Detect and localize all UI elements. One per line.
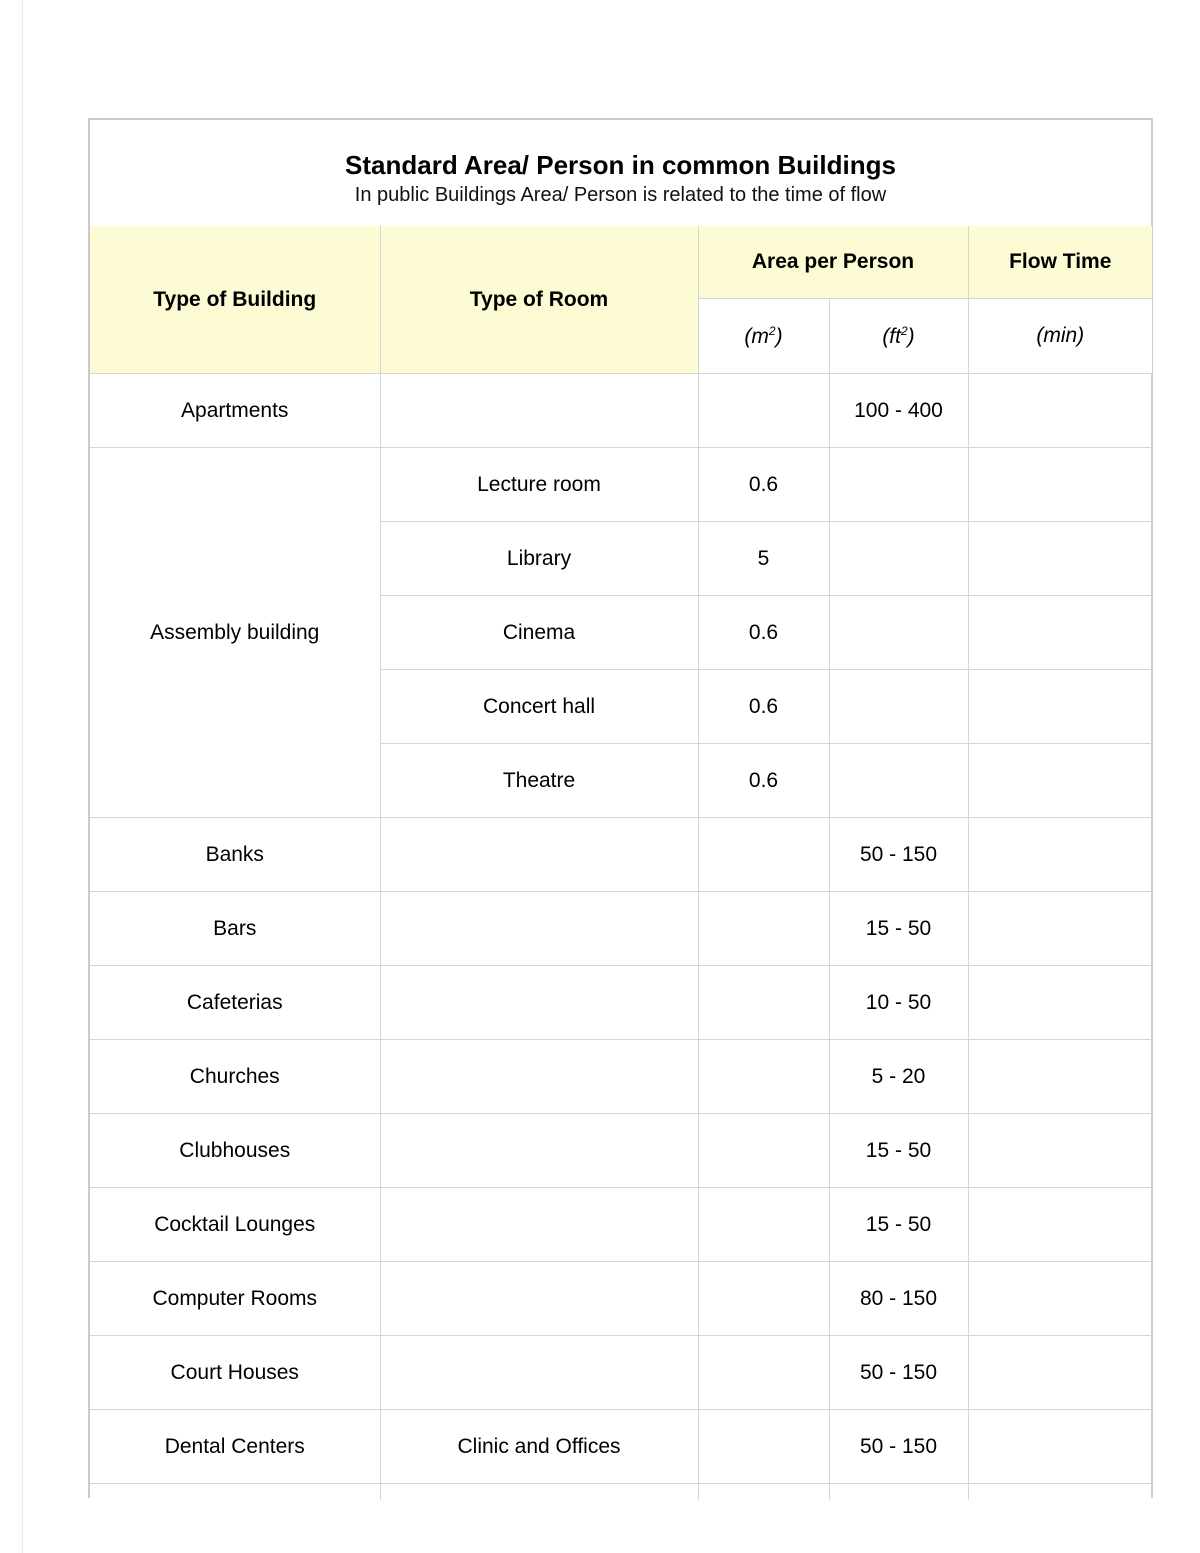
unit-ft2: $(ft^2)$ <box>829 299 968 374</box>
cell-min <box>968 1336 1152 1410</box>
cell-ft2 <box>829 1484 968 1501</box>
cell-building: Assembly building <box>90 448 380 818</box>
cell-m2 <box>698 1114 829 1188</box>
table-row <box>90 1188 1152 1262</box>
cell-ft2: 15 - 50 <box>829 1188 968 1262</box>
table-row <box>90 374 1152 448</box>
cell-room <box>380 374 698 448</box>
cell-ft2 <box>829 744 968 818</box>
cell-building: Apartments <box>90 374 380 448</box>
cell-m2 <box>698 1336 829 1410</box>
cell-room: Library <box>380 522 698 596</box>
cell-min <box>968 966 1152 1040</box>
cell-m2 <box>698 1040 829 1114</box>
cell-building: Banks <box>90 818 380 892</box>
cell-m2 <box>698 1188 829 1262</box>
cell-room: Concert hall <box>380 670 698 744</box>
cell-room <box>380 1484 698 1501</box>
cell-building: Court Houses <box>90 1336 380 1410</box>
table-row <box>90 1410 1152 1484</box>
area-per-person-table <box>90 226 1152 1500</box>
cell-ft2: 10 - 50 <box>829 966 968 1040</box>
cell-m2: 0.6 <box>698 744 829 818</box>
table-row <box>90 1262 1152 1336</box>
cell-min <box>968 1484 1152 1501</box>
cell-min <box>968 818 1152 892</box>
cell-min <box>968 670 1152 744</box>
cell-building: Dental Centers <box>90 1410 380 1484</box>
cell-min <box>968 744 1152 818</box>
cell-ft2 <box>829 522 968 596</box>
table-row <box>90 448 1152 522</box>
cell-room: Lecture room <box>380 448 698 522</box>
cell-ft2 <box>829 448 968 522</box>
cell-ft2 <box>829 670 968 744</box>
cell-room <box>380 1040 698 1114</box>
cell-building: Churches <box>90 1040 380 1114</box>
cell-room <box>380 1336 698 1410</box>
cell-ft2: 50 - 150 <box>829 1410 968 1484</box>
title-block <box>90 148 1151 208</box>
cell-room <box>380 1262 698 1336</box>
cell-building: Computer Rooms <box>90 1262 380 1336</box>
cell-ft2: 5 - 20 <box>829 1040 968 1114</box>
cell-m2 <box>698 374 829 448</box>
cell-room: Clinic and Offices <box>380 1410 698 1484</box>
cell-m2: 0.6 <box>698 448 829 522</box>
cell-min <box>968 892 1152 966</box>
cell-ft2 <box>829 596 968 670</box>
cell-m2: 0.6 <box>698 670 829 744</box>
cell-m2 <box>698 818 829 892</box>
cell-min <box>968 1114 1152 1188</box>
page-title: Standard Area/ Person in common Buildings <box>345 150 896 180</box>
header-flow-time: Flow Time <box>968 226 1152 299</box>
header-type-of-room: Type of Room <box>380 226 698 374</box>
table-row <box>90 966 1152 1040</box>
cell-room <box>380 1188 698 1262</box>
cell-ft2: 15 - 50 <box>829 892 968 966</box>
cell-min <box>968 1188 1152 1262</box>
cell-m2: 0.6 <box>698 596 829 670</box>
cell-m2 <box>698 1484 829 1501</box>
cell-ft2: 80 - 150 <box>829 1262 968 1336</box>
cell-m2 <box>698 966 829 1040</box>
cell-building <box>90 1484 380 1501</box>
cell-room: Theatre <box>380 744 698 818</box>
table-row-continuation <box>90 1484 1152 1501</box>
cell-min <box>968 522 1152 596</box>
table-row <box>90 1336 1152 1410</box>
header-type-of-building: Type of Building <box>90 226 380 374</box>
cell-m2 <box>698 892 829 966</box>
table-row <box>90 1114 1152 1188</box>
table-row <box>90 892 1152 966</box>
cell-building: Cafeterias <box>90 966 380 1040</box>
cell-min <box>968 374 1152 448</box>
cell-ft2: 100 - 400 <box>829 374 968 448</box>
cell-ft2: 50 - 150 <box>829 818 968 892</box>
cell-m2: 5 <box>698 522 829 596</box>
cell-min <box>968 596 1152 670</box>
unit-m2: $(m^2)$ <box>698 299 829 374</box>
cell-m2 <box>698 1262 829 1336</box>
cell-m2 <box>698 1410 829 1484</box>
cell-min <box>968 448 1152 522</box>
unit-min: (min) <box>968 299 1152 374</box>
cell-building: Cocktail Lounges <box>90 1188 380 1262</box>
cell-min <box>968 1262 1152 1336</box>
cell-ft2: 15 - 50 <box>829 1114 968 1188</box>
cell-room <box>380 818 698 892</box>
cell-room <box>380 1114 698 1188</box>
table-row <box>90 1040 1152 1114</box>
cell-ft2: 50 - 150 <box>829 1336 968 1410</box>
page-edge-line <box>22 0 23 1553</box>
cell-room <box>380 966 698 1040</box>
cell-building: Bars <box>90 892 380 966</box>
page-subtitle: In public Buildings Area/ Person is related to the time of flow <box>354 184 887 206</box>
cell-room: Cinema <box>380 596 698 670</box>
table-row <box>90 818 1152 892</box>
cell-building: Clubhouses <box>90 1114 380 1188</box>
cell-min <box>968 1410 1152 1484</box>
cell-min <box>968 1040 1152 1114</box>
header-area-per-person: Area per Person <box>698 226 968 299</box>
cell-room <box>380 892 698 966</box>
